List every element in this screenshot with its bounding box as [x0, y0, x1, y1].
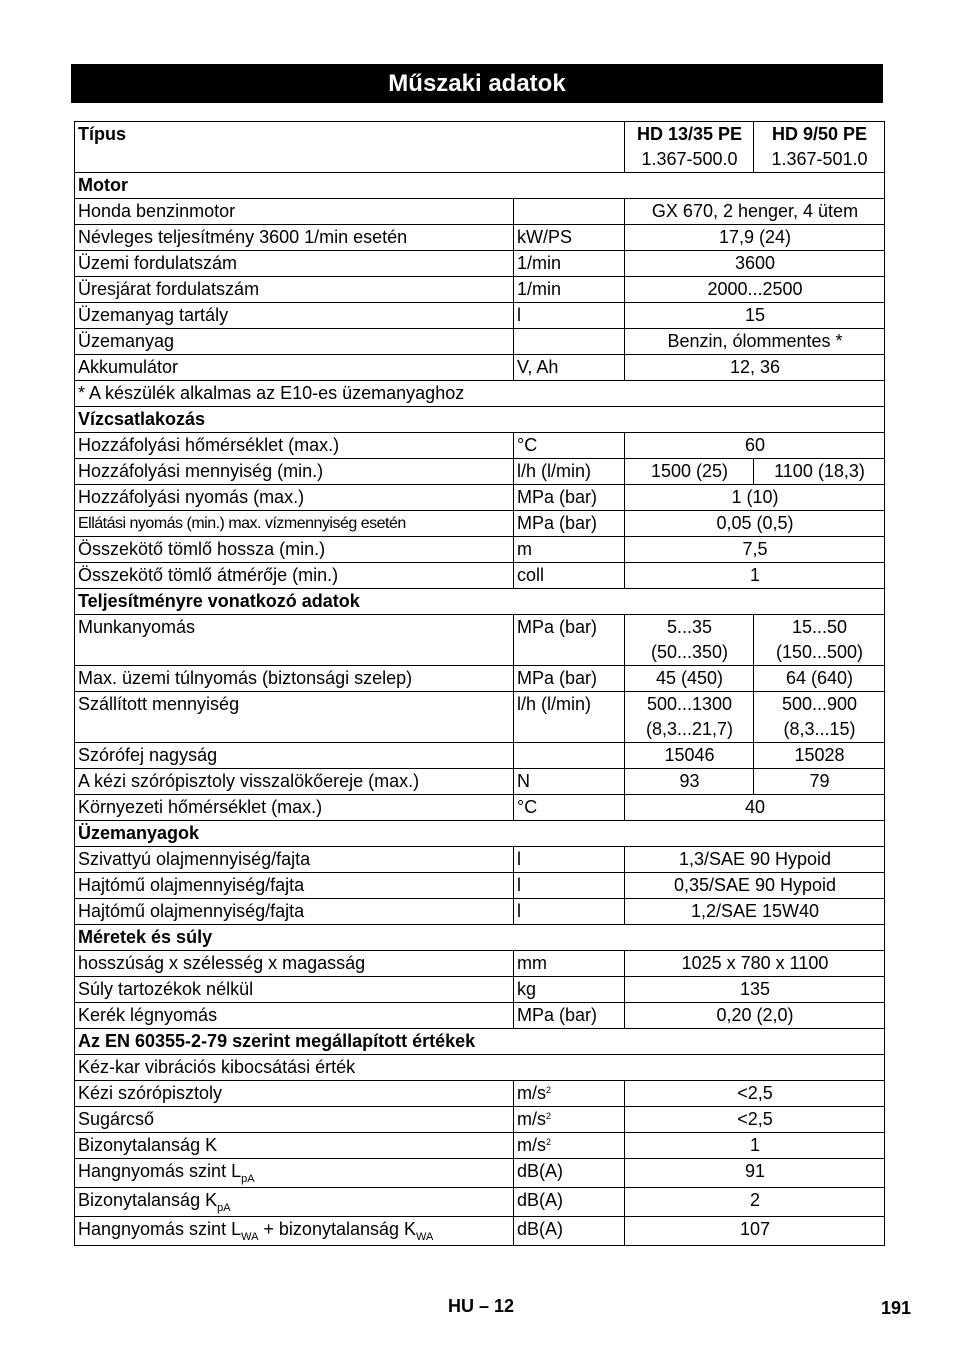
note-row	[75, 381, 885, 407]
row-label: Kézi szórópisztoly	[75, 1081, 514, 1107]
value-line-1: 500...1300	[646, 694, 733, 714]
value-line-2: (150...500)	[775, 642, 864, 662]
row-unit: MPa (bar)	[514, 511, 625, 537]
row-label: hosszúság x szélesség x magasság	[75, 951, 514, 977]
section-row	[75, 925, 885, 951]
table-row	[75, 769, 885, 795]
row-unit: mm	[514, 951, 625, 977]
table-row	[75, 795, 885, 821]
table-row	[75, 1107, 885, 1133]
row-label: Kerék légnyomás	[75, 1003, 514, 1029]
row-value-model-1: 45 (450)	[625, 666, 754, 692]
footer-section-label: HU – 12	[448, 1296, 515, 1316]
row-unit: V, Ah	[514, 355, 625, 381]
row-label: Hozzáfolyási hőmérséklet (max.)	[75, 433, 514, 459]
row-unit: dB(A)	[514, 1217, 625, 1246]
row-value: 135	[625, 977, 885, 1003]
row-value-model-2: 79	[754, 769, 885, 795]
row-label: Hozzáfolyási nyomás (max.)	[75, 485, 514, 511]
row-unit: MPa (bar)	[514, 1003, 625, 1029]
table-row	[75, 847, 885, 873]
row-label: Névleges teljesítmény 3600 1/min esetén	[75, 225, 514, 251]
row-unit: 1/min	[514, 251, 625, 277]
row-label: Szórófej nagyság	[75, 743, 514, 769]
row-value: 1 (10)	[625, 485, 885, 511]
row-value: GX 670, 2 henger, 4 ütem	[625, 199, 885, 225]
unit-exponent: 2	[546, 1111, 552, 1121]
row-value: 2000...2500	[625, 277, 885, 303]
model-2-header	[754, 122, 885, 173]
label-subscript: pA	[217, 1202, 231, 1214]
row-unit	[514, 1107, 625, 1133]
row-unit: l	[514, 847, 625, 873]
row-value-model-2	[754, 615, 885, 666]
section-motor: Motor	[75, 173, 885, 199]
row-value: 17,9 (24)	[625, 225, 885, 251]
row-unit: dB(A)	[514, 1159, 625, 1188]
unit-text: m/s	[517, 1083, 546, 1103]
row-unit	[514, 199, 625, 225]
row-value-model-1: 93	[625, 769, 754, 795]
model-1-name: HD 13/35 PE	[636, 124, 743, 144]
row-label: Hozzáfolyási mennyiség (min.)	[75, 459, 514, 485]
row-label	[75, 1188, 514, 1217]
row-value: 1025 x 780 x 1100	[625, 951, 885, 977]
row-unit: m	[514, 537, 625, 563]
table-row	[75, 303, 885, 329]
table-row	[75, 355, 885, 381]
row-label: Hajtómű olajmennyiség/fajta	[75, 899, 514, 925]
row-label: Sugárcső	[75, 1107, 514, 1133]
section-row	[75, 1029, 885, 1055]
row-unit: °C	[514, 795, 625, 821]
unit-exponent: 2	[546, 1137, 552, 1147]
label-text: Hangnyomás szint L	[78, 1161, 242, 1181]
row-label: Szivattyú olajmennyiség/fajta	[75, 847, 514, 873]
row-label: Összekötő tömlő hossza (min.)	[75, 537, 514, 563]
table-row	[75, 251, 885, 277]
row-unit: l	[514, 899, 625, 925]
row-unit: kW/PS	[514, 225, 625, 251]
table-row	[75, 899, 885, 925]
row-label: Hajtómű olajmennyiség/fajta	[75, 873, 514, 899]
technical-data-table	[74, 121, 885, 1246]
section-row	[75, 407, 885, 433]
table-row	[75, 433, 885, 459]
table-row	[75, 277, 885, 303]
row-value: 1	[625, 1133, 885, 1159]
value-line-1: 500...900	[781, 694, 858, 714]
table-row	[75, 511, 885, 537]
section-performance: Teljesítményre vonatkozó adatok	[75, 589, 885, 615]
table-row	[75, 1081, 885, 1107]
unit-text: m/s	[517, 1109, 546, 1129]
row-label: Üzemi fordulatszám	[75, 251, 514, 277]
table-row	[75, 977, 885, 1003]
value-line-2: (50...350)	[650, 642, 729, 662]
section-en-standard: Az EN 60355-2-79 szerint megállapított értékek	[75, 1029, 885, 1055]
row-label: Honda benzinmotor	[75, 199, 514, 225]
row-unit: l	[514, 303, 625, 329]
row-unit: l/h (l/min)	[514, 692, 625, 743]
model-1-part: 1.367-500.0	[641, 149, 738, 169]
unit-exponent: 2	[546, 1085, 552, 1095]
row-value-model-2: 15028	[754, 743, 885, 769]
row-unit: l/h (l/min)	[514, 459, 625, 485]
note-row	[75, 1055, 885, 1081]
model-2-part: 1.367-501.0	[771, 149, 868, 169]
label-text: Bizonytalanság K	[78, 1190, 218, 1210]
label-subscript: WA	[241, 1231, 259, 1243]
row-unit: N	[514, 769, 625, 795]
row-value: 60	[625, 433, 885, 459]
table-row	[75, 563, 885, 589]
row-value: <2,5	[625, 1081, 885, 1107]
table-row	[75, 666, 885, 692]
row-label	[75, 1159, 514, 1188]
section-row	[75, 589, 885, 615]
row-value-model-1: 15046	[625, 743, 754, 769]
row-label	[75, 1217, 514, 1246]
value-line-2: (8,3...15)	[783, 719, 856, 739]
row-label: Üzemanyag tartály	[75, 303, 514, 329]
row-unit: dB(A)	[514, 1188, 625, 1217]
unit-text: m/s	[517, 1135, 546, 1155]
row-unit	[514, 1081, 625, 1107]
row-value: 91	[625, 1159, 885, 1188]
row-unit: 1/min	[514, 277, 625, 303]
table-row	[75, 873, 885, 899]
model-1-header	[625, 122, 754, 173]
row-value: 2	[625, 1188, 885, 1217]
row-value: 15	[625, 303, 885, 329]
row-unit: coll	[514, 563, 625, 589]
row-value: 1,3/SAE 90 Hypoid	[625, 847, 885, 873]
row-unit	[514, 1133, 625, 1159]
label-text-2: + bizonytalanság K	[258, 1219, 417, 1239]
row-value: 1	[625, 563, 885, 589]
row-value: 12, 36	[625, 355, 885, 381]
row-label: Szállított mennyiség	[75, 692, 514, 743]
label-subscript: pA	[241, 1173, 255, 1185]
row-value-model-1	[625, 615, 754, 666]
row-label: Üzemanyag	[75, 329, 514, 355]
section-dimensions: Méretek és súly	[75, 925, 885, 951]
table-row	[75, 615, 885, 666]
section-row	[75, 173, 885, 199]
row-value-model-2	[754, 692, 885, 743]
table-row	[75, 692, 885, 743]
footer-page-number: 191	[880, 1298, 911, 1318]
row-label: Üresjárat fordulatszám	[75, 277, 514, 303]
row-unit: MPa (bar)	[514, 485, 625, 511]
table-row	[75, 485, 885, 511]
table-row	[75, 459, 885, 485]
table-row	[75, 1217, 885, 1246]
table-row	[75, 1188, 885, 1217]
row-value-model-2: 1100 (18,3)	[754, 459, 885, 485]
row-unit	[514, 743, 625, 769]
row-unit	[514, 329, 625, 355]
row-value: <2,5	[625, 1107, 885, 1133]
page-title: Műszaki adatok	[71, 64, 883, 103]
section-water: Vízcsatlakozás	[75, 407, 885, 433]
row-value: Benzin, ólommentes *	[625, 329, 885, 355]
row-value-model-1	[625, 692, 754, 743]
row-unit: MPa (bar)	[514, 666, 625, 692]
value-line-2: (8,3...21,7)	[645, 719, 734, 739]
table-row	[75, 537, 885, 563]
row-label: Akkumulátor	[75, 355, 514, 381]
label-text: Hangnyomás szint L	[78, 1219, 242, 1239]
table-row	[75, 1003, 885, 1029]
row-label: Súly tartozékok nélkül	[75, 977, 514, 1003]
row-value: 40	[625, 795, 885, 821]
row-value: 1,2/SAE 15W40	[625, 899, 885, 925]
row-label: Bizonytalanság K	[75, 1133, 514, 1159]
row-unit: l	[514, 873, 625, 899]
label-subscript-2: WA	[416, 1231, 434, 1243]
table-row	[75, 1133, 885, 1159]
row-value: 3600	[625, 251, 885, 277]
row-label: Max. üzemi túlnyomás (biztonsági szelep)	[75, 666, 514, 692]
row-unit: °C	[514, 433, 625, 459]
table-row	[75, 225, 885, 251]
row-label: Ellátási nyomás (min.) max. vízmennyiség esetén	[75, 511, 514, 537]
value-line-1: 5...35	[666, 617, 713, 637]
row-unit: MPa (bar)	[514, 615, 625, 666]
row-value: 0,20 (2,0)	[625, 1003, 885, 1029]
row-value: 0,35/SAE 90 Hypoid	[625, 873, 885, 899]
section-fuels: Üzemanyagok	[75, 821, 885, 847]
row-label: Környezeti hőmérséklet (max.)	[75, 795, 514, 821]
row-value-model-2: 64 (640)	[754, 666, 885, 692]
row-value: 7,5	[625, 537, 885, 563]
vibration-heading: Kéz-kar vibrációs kibocsátási érték	[75, 1055, 885, 1081]
model-2-name: HD 9/50 PE	[771, 124, 868, 144]
table-row	[75, 743, 885, 769]
type-label: Típus	[75, 122, 625, 173]
row-label: Összekötő tömlő átmérője (min.)	[75, 563, 514, 589]
table-row	[75, 199, 885, 225]
fuel-note: * A készülék alkalmas az E10-es üzemanyaghoz	[75, 381, 885, 407]
row-value: 107	[625, 1217, 885, 1246]
row-unit: kg	[514, 977, 625, 1003]
type-header-row	[75, 122, 885, 173]
row-label: Munkanyomás	[75, 615, 514, 666]
value-line-1: 15...50	[791, 617, 848, 637]
table-row	[75, 329, 885, 355]
row-value-model-1: 1500 (25)	[625, 459, 754, 485]
table-row	[75, 951, 885, 977]
row-label: A kézi szórópisztoly visszalökőereje (max.)	[75, 769, 514, 795]
row-value: 0,05 (0,5)	[625, 511, 885, 537]
section-row	[75, 821, 885, 847]
table-row	[75, 1159, 885, 1188]
